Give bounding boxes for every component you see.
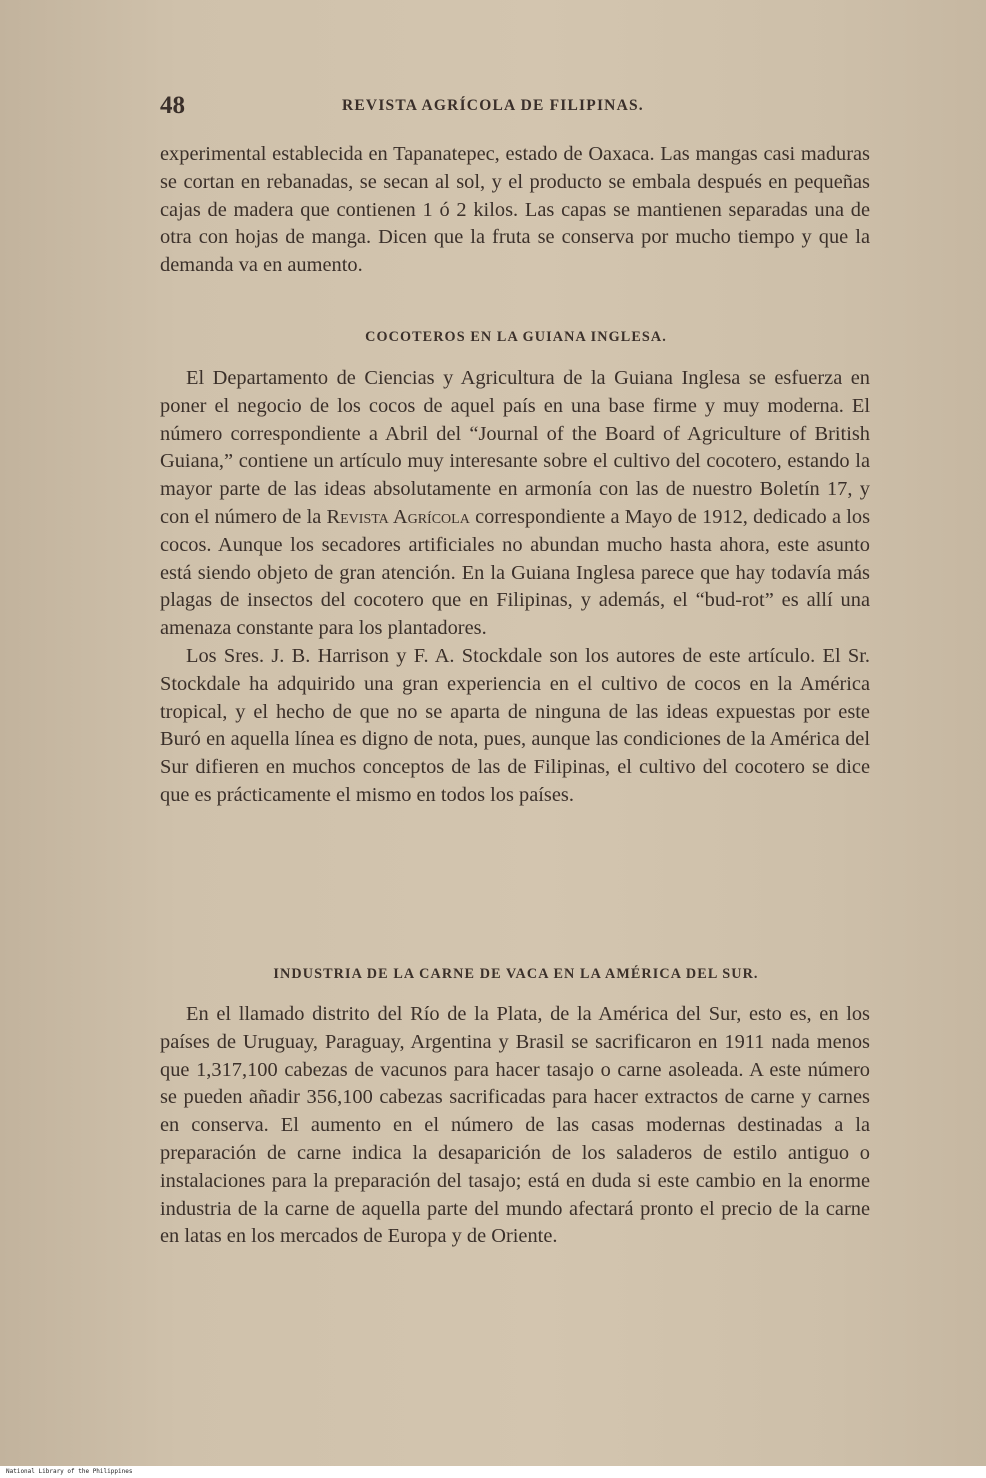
- revista-agricola-smallcaps: Revista Agrícola: [326, 505, 470, 528]
- cocoteros-paragraph-2: Los Sres. J. B. Harrison y F. A. Stockdale son los autores de este artículo. El Sr. Stockdale ha adquirido una gran experiencia en el cultivo de cocos en la América tropical, y el hecho de que no se aparta de ninguna de las ideas expuestas por este Buró en aquella línea es digno de nota, pues, aunque las condiciones de la América del Sur difieren en muchos conceptos de las de Filipinas, el cultivo del cocotero se dice que es prácticamente el mismo en todos los países.: [160, 644, 870, 806]
- section-heading-industria-carne: INDUSTRIA DE LA CARNE DE VACA EN LA AMÉRICA DEL SUR.: [273, 966, 759, 982]
- page-number: 48: [160, 92, 185, 119]
- section-cocoteros-body: [160, 365, 870, 810]
- section-carne-body: [160, 1001, 870, 1251]
- running-title: REVISTA AGRÍCOLA DE FILIPINAS.: [342, 97, 644, 114]
- carne-paragraph-1: En el llamado distrito del Río de la Plata, de la América del Sur, esto es, en los países de Uruguay, Paraguay, Argentina y Brasil se sacrificaron en 1911 nada menos que 1,317,100 cabezas de vacunos para hacer tasajo o carne asoleada. A este número se pueden añadir 356,100 cabezas sacrificadas para hacer extractos de carne y carnes en conserva. El aumento en el número de las casas modernas destinadas a la preparación de carne indica la desaparición de los saladeros de estilo antiguo o instalaciones para la preparación del tasajo; está en duda si este cambio en la enorme industria de la carne de aquella parte del mundo afectará pronto el precio de la carne en latas en los mercados de Europa y de Oriente.: [160, 1003, 870, 1248]
- library-footer: National Library of the Philippines: [6, 1468, 133, 1475]
- page-header: [160, 92, 872, 122]
- section-heading-cocoteros: COCOTEROS EN LA GUIANA INGLESA.: [365, 329, 667, 345]
- intro-paragraph-block: [160, 141, 870, 280]
- intro-paragraph: experimental establecida en Tapanatepec, estado de Oaxaca. Las mangas casi maduras se cortan en rebanadas, se secan al sol, y el producto se embala después en pequeñas cajas de madera que contienen 1 ó 2 kilos. Las capas se mantienen separadas una de otra con hojas de manga. Dicen que la fruta se conserva por mucho tiempo y que la demanda va en aumento.: [160, 143, 870, 277]
- cocoteros-paragraph-1: [160, 365, 870, 643]
- cocoteros-p1-text-a: El Departamento de Ciencias y Agricultura de la Guiana Inglesa se esfuerza en poner el negocio de los cocos de aquel país en una base firme y muy moderna. El número correspondiente a Abril del “Journal of the Board of Agriculture of British Guiana,” contiene un artículo muy interesante sobre el cultivo del cocotero, estando la mayor parte de las ideas absolutamente en armonía con las de nuestro Boletín 17, y con el número de la: [160, 367, 870, 528]
- cocoteros-p1-text-b: correspondiente a Mayo de 1912, dedicado a los cocos. Aunque los secadores artificiales no abundan mucho hasta ahora, este asunto está siendo objeto de gran atención. En la Guiana Inglesa parece que hay todavía más plagas de insectos del cocotero que en Filipinas, y además, el “bud-rot” es allí una amenaza constante para los plantadores.: [160, 505, 871, 640]
- footer-band: [0, 1466, 986, 1478]
